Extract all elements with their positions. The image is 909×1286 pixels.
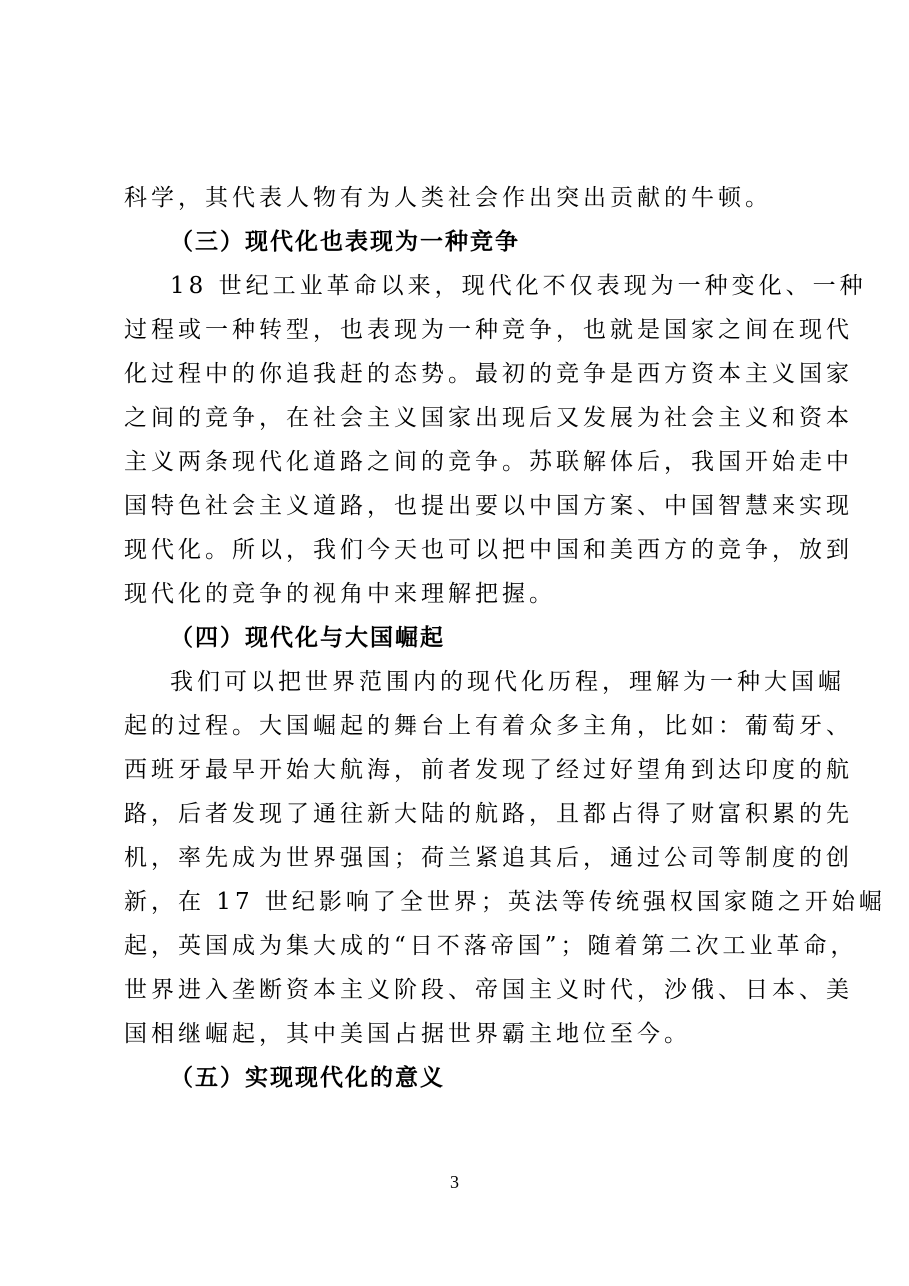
paragraph-line: 化过程中的你追我赶的态势。最初的竞争是西方资本主义国家 <box>124 361 853 387</box>
paragraph-line: 18 世纪工业革命以来，现代化不仅表现为一种变化、一种 <box>170 273 867 299</box>
section-heading-5: （五）实现现代化的意义 <box>170 1064 445 1091</box>
paragraph-line: 新，在 17 世纪影响了全世界；英法等传统强权国家随之开始崛 <box>124 889 886 915</box>
paragraph-line: 现代化。所以，我们今天也可以把中国和美西方的竞争，放到 <box>124 537 853 563</box>
paragraph-line: 起的过程。大国崛起的舞台上有着众多主角，比如：葡萄牙、 <box>124 713 853 739</box>
paragraph-line: 路，后者发现了通往新大陆的航路，且都占得了财富积累的先 <box>124 801 853 827</box>
paragraph-line: 之间的竞争，在社会主义国家出现后又发展为社会主义和资本 <box>124 405 853 431</box>
paragraph-line: 现代化的竞争的视角中来理解把握。 <box>124 581 556 607</box>
paragraph-line: 国特色社会主义道路，也提出要以中国方案、中国智慧来实现 <box>124 493 853 519</box>
paragraph-line: 世界进入垄断资本主义阶段、帝国主义时代，沙俄、日本、美 <box>124 977 853 1003</box>
paragraph-line: 机，率先成为世界强国；荷兰紧追其后，通过公司等制度的创 <box>124 845 853 871</box>
section-heading-4: （四）现代化与大国崛起 <box>170 624 445 651</box>
section-heading-3: （三）现代化也表现为一种竞争 <box>170 228 520 255</box>
paragraph-line: 科学，其代表人物有为人类社会作出突出贡献的牛顿。 <box>124 185 772 211</box>
paragraph-line: 过程或一种转型，也表现为一种竞争，也就是国家之间在现代 <box>124 317 853 343</box>
paragraph-line: 我们可以把世界范围内的现代化历程，理解为一种大国崛 <box>170 669 845 695</box>
paragraph-line: 西班牙最早开始大航海，前者发现了经过好望角到达印度的航 <box>124 757 853 783</box>
paragraph-line: 国相继崛起，其中美国占据世界霸主地位至今。 <box>124 1021 691 1047</box>
page-number: 3 <box>450 1172 459 1192</box>
paragraph-line: 起，英国成为集大成的“日不落帝国”；随着第二次工业革命， <box>124 933 858 959</box>
paragraph-line: 主义两条现代化道路之间的竞争。苏联解体后，我国开始走中 <box>124 449 853 475</box>
